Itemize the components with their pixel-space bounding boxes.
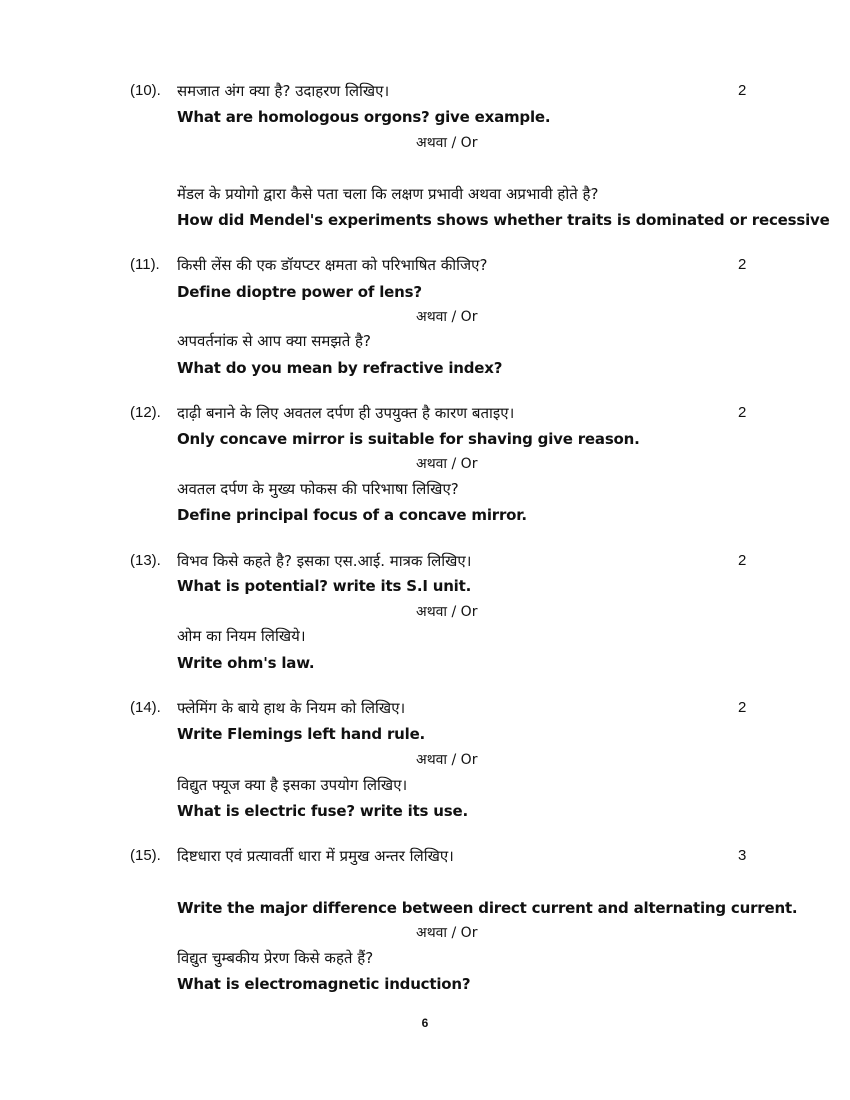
alternate-question-hindi: मेंडल के प्रयोगो द्वारा कैसे पता चला कि लक्षण प्रभावी अथवा अप्रभावी होते है? xyxy=(177,185,599,203)
or-separator: अथवा / Or xyxy=(416,752,478,768)
question-number: (15). xyxy=(130,847,161,864)
question-number: (12). xyxy=(130,404,161,421)
question-number: (13). xyxy=(130,552,161,569)
question-number: (11). xyxy=(130,256,160,273)
alternate-question-english: What is electric fuse? write its use. xyxy=(177,802,468,820)
question-hindi: फ्लेमिंग के बाये हाथ के नियम को लिखिए। xyxy=(177,699,406,717)
question-english: Write Flemings left hand rule. xyxy=(177,725,426,743)
question-english: What are homologous orgons? give example. xyxy=(177,108,551,126)
alternate-question-english: Define principal focus of a concave mirror. xyxy=(177,506,527,524)
alternate-question-english: How did Mendel's experiments shows whether traits is dominated or recessive xyxy=(177,211,830,229)
alternate-question-hindi: ओम का नियम लिखिये। xyxy=(177,627,306,645)
or-separator: अथवा / Or xyxy=(416,309,478,325)
question-marks: 2 xyxy=(738,404,747,421)
question-marks: 3 xyxy=(738,847,747,864)
question-english: What is potential? write its S.I unit. xyxy=(177,577,472,595)
question-number: (10). xyxy=(130,82,161,99)
or-separator: अथवा / Or xyxy=(416,604,478,620)
alternate-question-hindi: अवतल दर्पण के मुख्य फोकस की परिभाषा लिखिए? xyxy=(177,480,459,498)
question-marks: 2 xyxy=(738,552,747,569)
page-number: 6 xyxy=(421,1016,429,1030)
question-marks: 2 xyxy=(738,699,747,716)
question-number: (14). xyxy=(130,699,161,716)
or-separator: अथवा / Or xyxy=(416,456,478,472)
question-hindi: विभव किसे कहते है? इसका एस.आई. मात्रक लिखिए। xyxy=(177,552,472,570)
alternate-question-english: What is electromagnetic induction? xyxy=(177,975,471,993)
alternate-question-hindi: अपवर्तनांक से आप क्या समझते है? xyxy=(177,332,371,350)
question-hindi: किसी लेंस की एक डॉयप्टर क्षमता को परिभाषित कीजिए? xyxy=(177,256,488,274)
alternate-question-english: What do you mean by refractive index? xyxy=(177,359,503,377)
question-hindi: दिष्टधारा एवं प्रत्यावर्ती धारा में प्रमुख अन्तर लिखिए। xyxy=(177,847,454,865)
or-separator: अथवा / Or xyxy=(416,925,478,941)
alternate-question-english: Write ohm's law. xyxy=(177,654,315,672)
question-hindi: समजात अंग क्या है? उदाहरण लिखिए। xyxy=(177,82,390,100)
alternate-question-hindi: विद्युत चुम्बकीय प्रेरण किसे कहते हैं? xyxy=(177,949,374,967)
or-separator: अथवा / Or xyxy=(416,135,478,151)
alternate-question-hindi: विद्युत फ्यूज क्या है इसका उपयोग लिखिए। xyxy=(177,776,408,794)
question-marks: 2 xyxy=(738,256,747,273)
question-hindi: दाढ़ी बनाने के लिए अवतल दर्पण ही उपयुक्त है कारण बताइए। xyxy=(177,404,515,422)
question-english: Write the major difference between direct current and alternating current. xyxy=(177,899,798,917)
question-marks: 2 xyxy=(738,82,747,99)
question-english: Only concave mirror is suitable for shaving give reason. xyxy=(177,430,640,448)
question-english: Define dioptre power of lens? xyxy=(177,283,422,301)
